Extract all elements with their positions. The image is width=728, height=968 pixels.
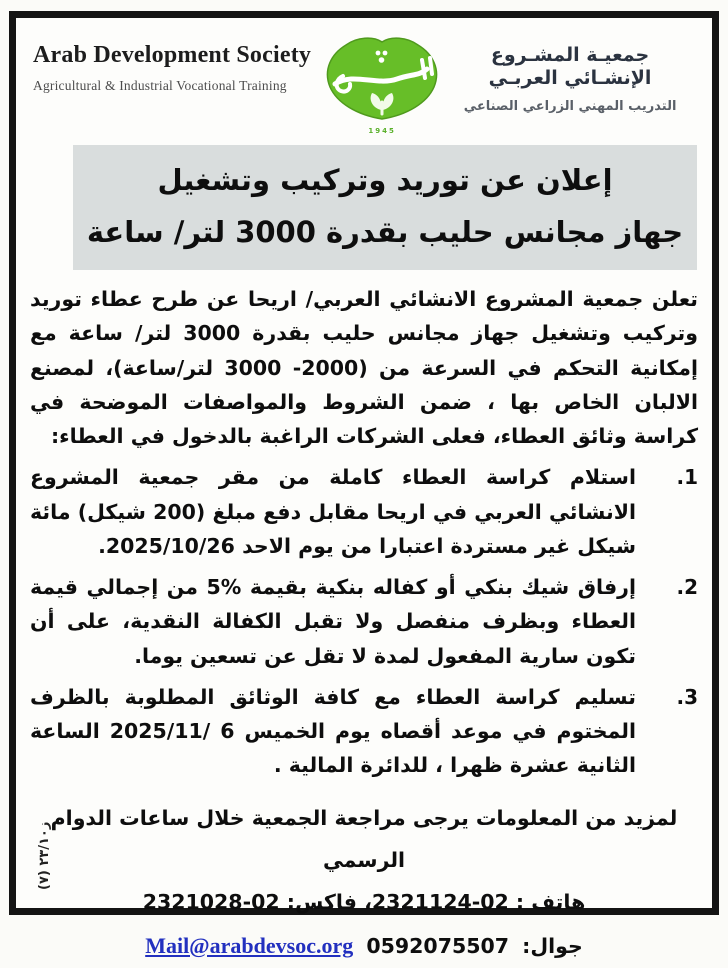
list-item-number: 2.	[676, 575, 698, 600]
list-item-text-before: تسليم كراسة العطاء مع كافة الوثائق المطلوبة بالظرف المختوم في موعد أقصاه يوم الخميس	[30, 684, 637, 744]
contact-footer	[29, 797, 699, 968]
list-item-number: 1.	[676, 465, 698, 490]
mobile-number: 0592075507	[366, 933, 510, 958]
ad-content	[16, 18, 712, 958]
list-item-text: استلام كراسة العطاء كاملة من مقر جمعية المشروع الانشائي العربي في اريحا مقابل دفع مبلغ (200 شيكل) مائة شيكل غير مستردة اعتبارا من يوم الاحد 2025/10/26.	[30, 465, 636, 558]
tender-intro-paragraph: تعلن جمعية المشروع الانشائي العربي/ اريحا عن طرح عطاء توريد وتركيب وتشغيل جهاز مجانس حليب بقدرة 3000 لتر/ ساعة مع إمكانية التحكم في السرعة من (2000- 3000 لتر/ساعة)، لمصنع الالبان الخاص بها ، ضمن الشروط والمواصفات الموضحة في كراسة وثائق العطاء، فعلى الشركات الراغبة بالدخول في العطاء:	[30, 287, 698, 449]
tender-conditions-list	[30, 460, 698, 782]
org-block-arabic	[445, 34, 695, 114]
org-block-english	[33, 34, 319, 94]
ad-reference-code: ز٢٣/١٠ (٧)	[37, 821, 52, 890]
list-item-text-after: الساعة الثانية عشرة ظهرا ، للدائرة المالية .	[30, 719, 636, 778]
org-subtitle-arabic: التدريب المهني الزراعي الصناعي	[463, 98, 677, 114]
list-item-text: إرفاق شيك بنكي أو كفاله بنكية بقيمة %5 من إجمالي قيمة العطاء وبظرف منفصل ولا تقبل الكفالة النقدية، على أن تكون سارية المفعول لمدة لا تقل عن تسعين يوما.	[30, 575, 636, 668]
announcement-title-line-1: إعلان عن توريد وتركيب وتشغيل	[157, 163, 613, 197]
org-subtitle-english: Agricultural & Industrial Vocational Training	[33, 77, 287, 93]
org-name-english: Arab Development Society	[33, 42, 312, 68]
list-item	[30, 460, 698, 563]
mobile-email-line	[29, 923, 699, 968]
email-link[interactable]: Mail@arabdevsoc.org	[145, 932, 354, 958]
list-item-text	[30, 680, 636, 783]
deadline-date: 2025/11/ 6	[109, 719, 235, 744]
logo-caption: 1945	[368, 127, 396, 135]
list-item	[30, 570, 698, 673]
ad-frame	[9, 11, 719, 958]
announcement-title-box	[73, 145, 697, 270]
society-logo	[319, 34, 445, 135]
org-name-arabic: جمعيـة المشـروع الإنشـائي العربـي	[488, 44, 652, 89]
more-info-line: لمزيد من المعلومات يرجى مراجعة الجمعية خلال ساعات الدوام الرسمي	[50, 805, 678, 872]
announcement-title-line-2: جهاز مجانس حليب بقدرة 3000 لتر/ ساعة	[86, 214, 684, 249]
phone-fax-line: هاتف : 02-2321124، فاكس: 02-2321028	[142, 889, 586, 914]
header	[29, 18, 699, 135]
mobile-label: جوال:	[522, 933, 583, 958]
list-item	[30, 680, 698, 783]
society-logo-icon	[319, 34, 445, 126]
list-item-number: 3.	[676, 684, 698, 709]
